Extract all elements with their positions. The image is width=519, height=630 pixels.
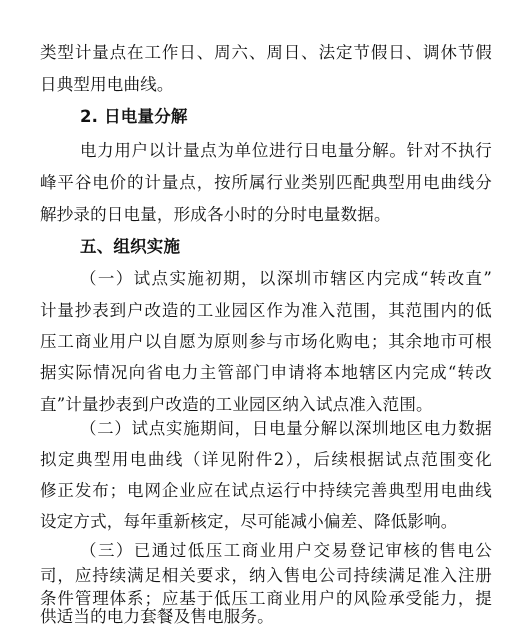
section-5-heading: 五、组织实施	[80, 237, 181, 256]
item-1-line-3: 压工商业用户以自愿为原则参与市场化购电；其余地市可根	[40, 332, 492, 351]
item-1-line-1: （一）试点实施初期，以深圳市辖区内完成“转改直”	[80, 269, 492, 288]
section-2-line-3: 解抄录的日电量，形成各小时的分时电量数据。	[40, 205, 391, 224]
item-3-line-2: 司，应持续满足相关要求，纳入售电公司持续满足准入注册	[40, 566, 492, 585]
item-2-line-4: 设定方式，每年重新核定，尽可能减小偏差、降低影响。	[40, 512, 458, 531]
section-2-line-1: 电力用户以计量点为单位进行日电量分解。针对不执行	[80, 141, 492, 160]
item-3-line-4: 供适当的电力套餐及售电服务。	[40, 607, 274, 626]
intro-line-2: 日典型用电曲线。	[40, 75, 174, 94]
item-2-line-1: （二）试点实施期间，日电量分解以深圳地区电力数据	[80, 419, 492, 438]
item-3-line-1: （三）已通过低压工商业用户交易登记审核的售电公	[80, 541, 492, 560]
item-2-line-3: 修正发布；电网企业应在试点运行中持续完善典型用电曲线	[40, 481, 492, 500]
item-3-line-3: 条件管理体系；应基于低压工商业用户的风险承受能力，提	[40, 589, 492, 608]
item-1-line-5: 直”计量抄表到户改造的工业园区纳入试点准入范围。	[40, 395, 433, 414]
section-2-heading: 2. 日电量分解	[80, 107, 188, 126]
section-2-line-2: 峰平谷电价的计量点，按所属行业类别匹配典型用电曲线分	[40, 173, 492, 192]
intro-line-1: 类型计量点在工作日、周六、周日、法定节假日、调休节假	[40, 43, 492, 62]
item-1-line-4: 据实际情况向省电力主管部门申请将本地辖区内完成“转改	[40, 363, 492, 382]
item-2-line-2: 拟定典型用电曲线（详见附件2），后续根据试点范围变化	[40, 450, 492, 469]
item-1-line-2: 计量抄表到户改造的工业园区作为准入范围，其范围内的低	[40, 301, 492, 320]
